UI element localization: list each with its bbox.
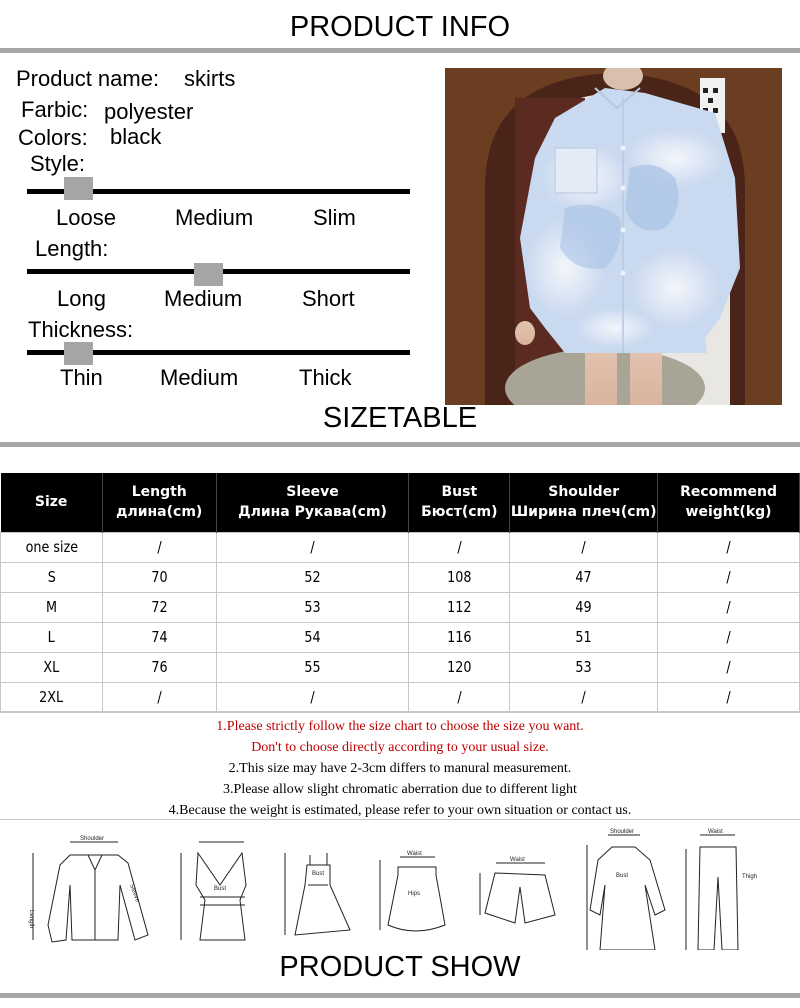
style-slider-knob bbox=[64, 177, 93, 200]
table-cell-size: S bbox=[1, 562, 103, 592]
note-3: 3.Please allow slight chromatic aberration due to different light bbox=[223, 782, 577, 797]
product-name-value: skirts bbox=[184, 66, 236, 91]
table-cell-sleeve: 55 bbox=[216, 652, 409, 682]
note-4: 4.Because the weight is estimated, please refer to your own situation or contact us. bbox=[168, 803, 632, 818]
style-option-loose: Loose bbox=[56, 205, 116, 230]
length-option-long: Long bbox=[57, 286, 106, 311]
table-cell-bust: 108 bbox=[409, 562, 510, 592]
table-cell-length: 70 bbox=[102, 562, 216, 592]
svg-text:Waist: Waist bbox=[407, 851, 422, 857]
svg-text:Bust: Bust bbox=[616, 873, 629, 879]
table-cell-shoulder: 49 bbox=[510, 592, 658, 622]
table-cell-bust: 112 bbox=[409, 592, 510, 622]
table-cell-size: 2XL bbox=[1, 682, 103, 712]
table-row bbox=[1, 682, 800, 712]
thickness-option-thick: Thick bbox=[299, 365, 352, 390]
table-cell-shoulder: / bbox=[510, 682, 658, 712]
table-cell-bust: / bbox=[409, 682, 510, 712]
colors-value: black bbox=[110, 124, 162, 149]
table-row bbox=[1, 592, 800, 622]
table-cell-size: one size bbox=[1, 532, 103, 562]
table-row bbox=[1, 652, 800, 682]
measurement-diagrams bbox=[0, 825, 800, 950]
table-cell-length: / bbox=[102, 682, 216, 712]
svg-text:Sleeve: Sleeve bbox=[128, 883, 141, 903]
divider bbox=[0, 993, 800, 998]
table-cell-length: 74 bbox=[102, 622, 216, 652]
thickness-option-thin: Thin bbox=[60, 365, 103, 390]
section-title-product-show: PRODUCT SHOW bbox=[279, 951, 521, 983]
colors-label: Colors: bbox=[18, 125, 88, 150]
length-option-short: Short bbox=[302, 286, 355, 311]
table-cell-length: 72 bbox=[102, 592, 216, 622]
length-option-medium: Medium bbox=[164, 286, 243, 311]
table-cell-sleeve: 54 bbox=[216, 622, 409, 652]
table-row bbox=[1, 622, 800, 652]
svg-text:Bust: Bust bbox=[214, 886, 227, 892]
product-photo bbox=[445, 68, 782, 405]
thickness-option-medium: Medium bbox=[160, 365, 239, 390]
thickness-slider-knob bbox=[64, 342, 93, 365]
product-name-label: Product name: bbox=[16, 66, 160, 91]
style-option-slim: Slim bbox=[313, 205, 356, 230]
svg-text:Hips: Hips bbox=[408, 891, 421, 897]
skirt-diagram-icon bbox=[380, 851, 445, 931]
table-cell-length: 76 bbox=[102, 652, 216, 682]
header-sleeve: Sleeve Длина Рукава(cm) bbox=[216, 473, 409, 532]
pants-diagram-icon bbox=[686, 829, 757, 950]
length-label: Length: bbox=[35, 236, 109, 261]
table-cell-bust: 116 bbox=[409, 622, 510, 652]
table-cell-weight: / bbox=[658, 562, 800, 592]
table-row bbox=[1, 562, 800, 592]
table-cell-weight: / bbox=[658, 622, 800, 652]
table-cell-size: L bbox=[1, 622, 103, 652]
divider bbox=[0, 442, 800, 447]
note-1: 1.Please strictly follow the size chart to choose the size you want. bbox=[216, 719, 584, 734]
blouse-diagram-icon bbox=[28, 836, 148, 942]
style-option-medium: Medium bbox=[175, 205, 254, 230]
table-cell-sleeve: / bbox=[216, 532, 409, 562]
table-cell-bust: 120 bbox=[409, 652, 510, 682]
table-cell-weight: / bbox=[658, 532, 800, 562]
section-title-sizetable: SIZETABLE bbox=[322, 402, 478, 434]
table-cell-shoulder: 47 bbox=[510, 562, 658, 592]
note-1b: Don't to choose directly according to your usual size. bbox=[251, 740, 549, 755]
table-cell-shoulder: 51 bbox=[510, 622, 658, 652]
thickness-label: Thickness: bbox=[28, 317, 134, 342]
table-cell-bust: / bbox=[409, 532, 510, 562]
fabric-value: polyester bbox=[104, 99, 194, 124]
table-cell-weight: / bbox=[658, 592, 800, 622]
table-cell-sleeve: 53 bbox=[216, 592, 409, 622]
note-2: 2.This size may have 2-3cm differs to manural measurement. bbox=[228, 761, 572, 776]
table-cell-sleeve: / bbox=[216, 682, 409, 712]
header-length: Length длина(cm) bbox=[102, 473, 216, 532]
svg-text:Shoulder: Shoulder bbox=[80, 836, 105, 842]
svg-text:Shoulder: Shoulder bbox=[610, 829, 635, 835]
divider bbox=[0, 48, 800, 53]
coat-diagram-icon bbox=[587, 829, 665, 950]
shorts-diagram-icon bbox=[480, 857, 555, 923]
dress-diagram-icon bbox=[285, 853, 350, 935]
size-table bbox=[0, 473, 800, 713]
table-cell-weight: / bbox=[658, 652, 800, 682]
table-cell-size: XL bbox=[1, 652, 103, 682]
svg-text:Bust: Bust bbox=[312, 871, 325, 877]
section-title-product-info: PRODUCT INFO bbox=[289, 11, 511, 43]
svg-text:Waist: Waist bbox=[510, 857, 525, 863]
svg-text:Waist: Waist bbox=[708, 829, 723, 835]
table-row bbox=[1, 532, 800, 562]
table-cell-size: M bbox=[1, 592, 103, 622]
table-cell-sleeve: 52 bbox=[216, 562, 409, 592]
table-cell-weight: / bbox=[658, 682, 800, 712]
style-label: Style: bbox=[30, 151, 86, 176]
table-cell-shoulder: / bbox=[510, 532, 658, 562]
header-bust: Bust Бюст(cm) bbox=[409, 473, 510, 532]
svg-text:Length: Length bbox=[28, 910, 34, 929]
table-cell-shoulder: 53 bbox=[510, 652, 658, 682]
size-notes bbox=[0, 711, 800, 820]
size-table-header-row bbox=[1, 473, 800, 532]
svg-text:Thigh: Thigh bbox=[742, 874, 758, 880]
header-shoulder: Shoulder Ширина плеч(cm) bbox=[510, 473, 658, 532]
fabric-label: Farbic: bbox=[21, 97, 89, 122]
header-recommend-weight: Recommend weight(kg) bbox=[658, 473, 800, 532]
table-cell-length: / bbox=[102, 532, 216, 562]
header-size: Size bbox=[1, 473, 103, 532]
length-slider-knob bbox=[194, 263, 223, 286]
tank-top-diagram-icon bbox=[181, 842, 246, 940]
